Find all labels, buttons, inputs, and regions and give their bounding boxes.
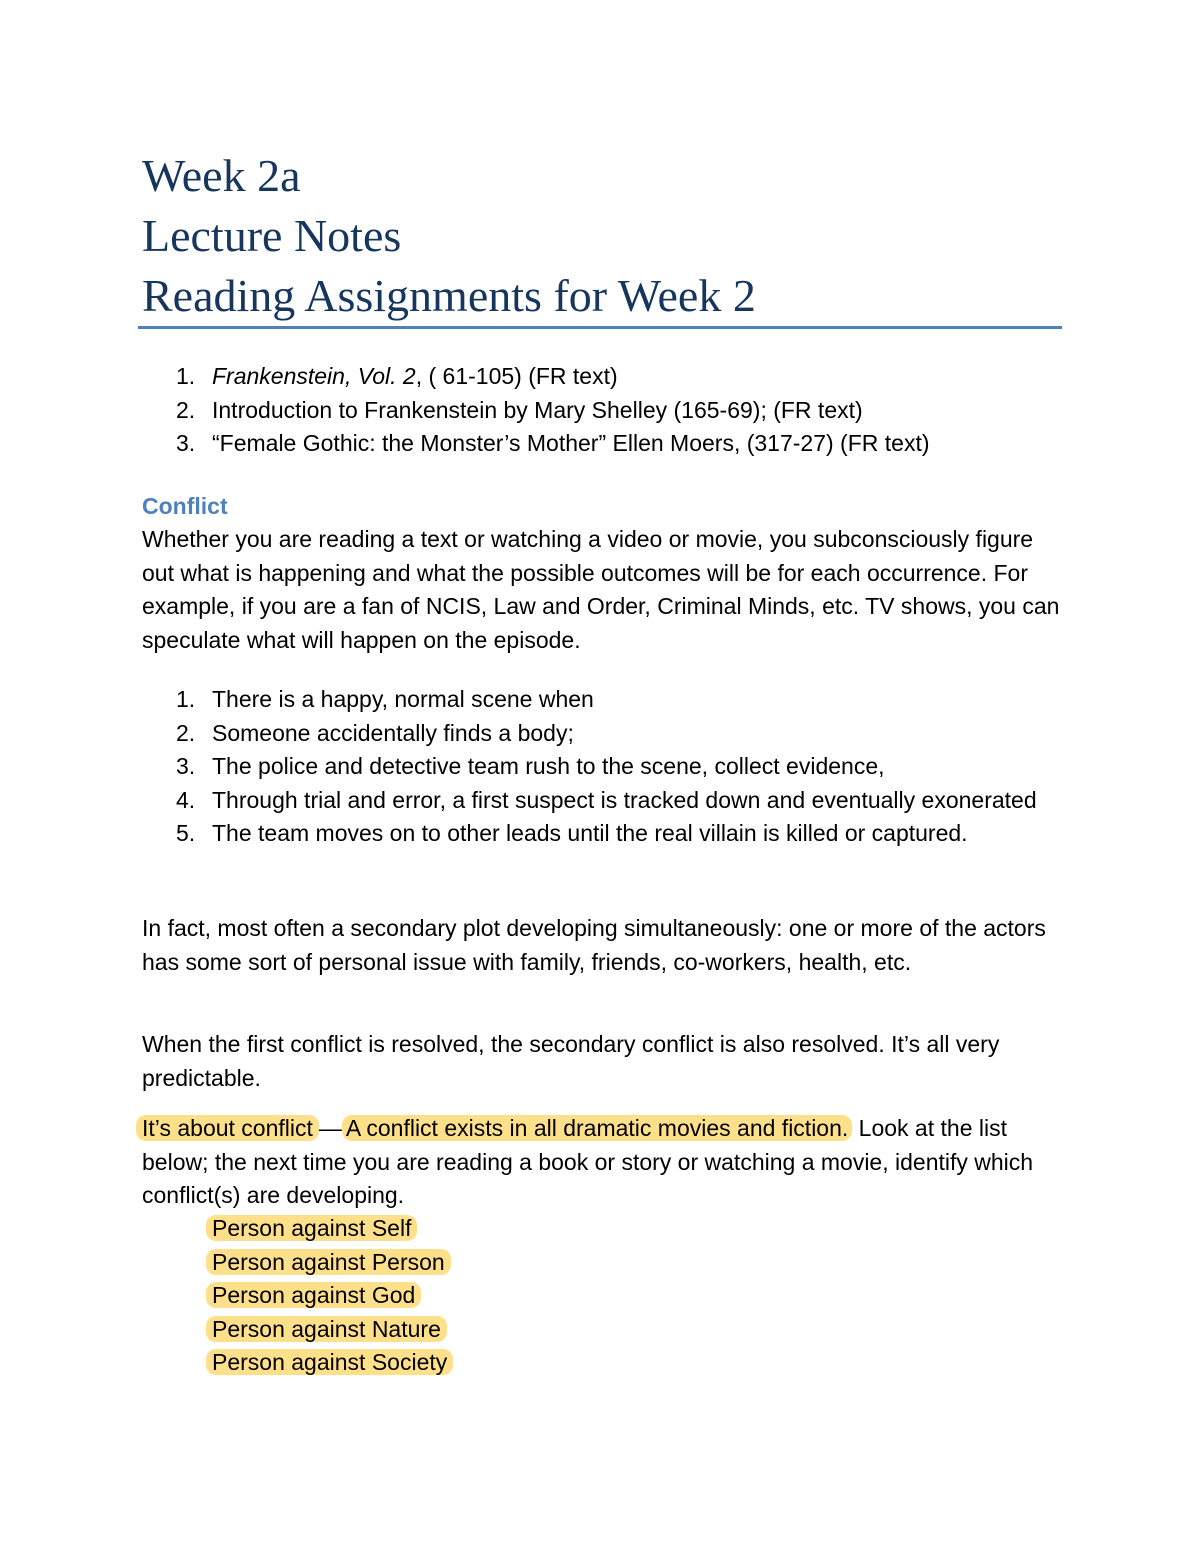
list-item-text: “Female Gothic: the Monster’s Mother” Ellen Moers, (317-27) (FR text) [212, 430, 930, 457]
list-number: 2. [176, 396, 196, 423]
list-item-text: , ( 61-105) (FR text) [415, 363, 618, 389]
list-number: 1. [176, 686, 196, 712]
list-item-text: There is a happy, normal scene when [212, 686, 594, 712]
book-title: Frankenstein, Vol. 2 [212, 363, 416, 389]
list-number: 3. [176, 430, 196, 457]
list-item [142, 394, 1062, 428]
conflict-type-item [206, 1279, 453, 1313]
title-week: Week 2a [142, 150, 301, 201]
conflict-type-item [206, 1313, 453, 1347]
conflict-paragraph-text: Look at the list below; the next time you are reading a book or story or watching a movie, identify which conflict(s) are developing. [142, 1115, 1034, 1209]
conflict-type-label: Person against Nature [206, 1316, 447, 1342]
list-item [142, 683, 1062, 717]
list-item-text: The team moves on to other leads until the real villain is killed or captured. [212, 820, 968, 847]
list-item-text: The police and detective team rush to the scene, collect evidence, [212, 753, 885, 780]
resolution-paragraph: When the first conflict is resolved, the secondary conflict is also resolved. It’s all very predictable. [142, 1031, 1000, 1091]
list-number: 1. [176, 363, 196, 389]
list-item-text: Introduction to Frankenstein by Mary Shelley (165-69); (FR text) [212, 396, 863, 423]
intro-paragraph: Whether you are reading a text or watching a video or movie, you subconsciously figure out what is happening and what the possible outcomes will be for each occurrence. For example, if you are a fan of NCIS, Law and Order, Criminal Minds, etc. TV shows, you can speculate what will happen on the episode. [142, 526, 1060, 653]
conflict-type-item [206, 1246, 453, 1280]
conflict-type-label: Person against Society [206, 1349, 453, 1375]
conflict-type-label: Person against God [206, 1282, 421, 1308]
conflict-type-item [206, 1346, 453, 1380]
conflict-types-list [206, 1212, 453, 1380]
list-item [142, 817, 1062, 851]
em-dash: — [318, 1115, 342, 1141]
highlight-conflict-exists: A conflict exists in all dramatic movies and fiction. [342, 1115, 852, 1141]
list-number: 5. [176, 820, 196, 847]
conflict-type-label: Person against Self [206, 1215, 417, 1241]
list-number: 3. [176, 753, 196, 780]
section-heading-conflict: Conflict [142, 493, 228, 519]
title-block [142, 146, 1062, 326]
list-item [142, 784, 1062, 818]
secondary-plot-paragraph: In fact, most often a secondary plot developing simultaneously: one or more of the actors has some sort of personal issue with family, friends, co-workers, health, etc. [142, 915, 1046, 975]
list-item [142, 360, 1062, 394]
list-number: 2. [176, 719, 196, 746]
list-item-text: Through trial and error, a first suspect is tracked down and eventually exonerated [212, 786, 1037, 813]
plot-steps-list [142, 683, 1062, 851]
list-number: 4. [176, 786, 196, 813]
title-lecture-notes: Lecture Notes [142, 210, 402, 261]
conflict-type-item [206, 1212, 453, 1246]
highlight-about-conflict: It’s about conflict [136, 1115, 319, 1141]
list-item [142, 427, 1062, 461]
title-divider [138, 326, 1062, 329]
list-item [142, 750, 1062, 784]
list-item [142, 717, 1062, 751]
conflict-paragraph [142, 1112, 1062, 1213]
reading-assignment-list [142, 360, 1062, 461]
title-reading-assignments: Reading Assignments for Week 2 [142, 270, 756, 321]
conflict-type-label: Person against Person [206, 1249, 451, 1275]
list-item-text: Someone accidentally finds a body; [212, 719, 574, 746]
